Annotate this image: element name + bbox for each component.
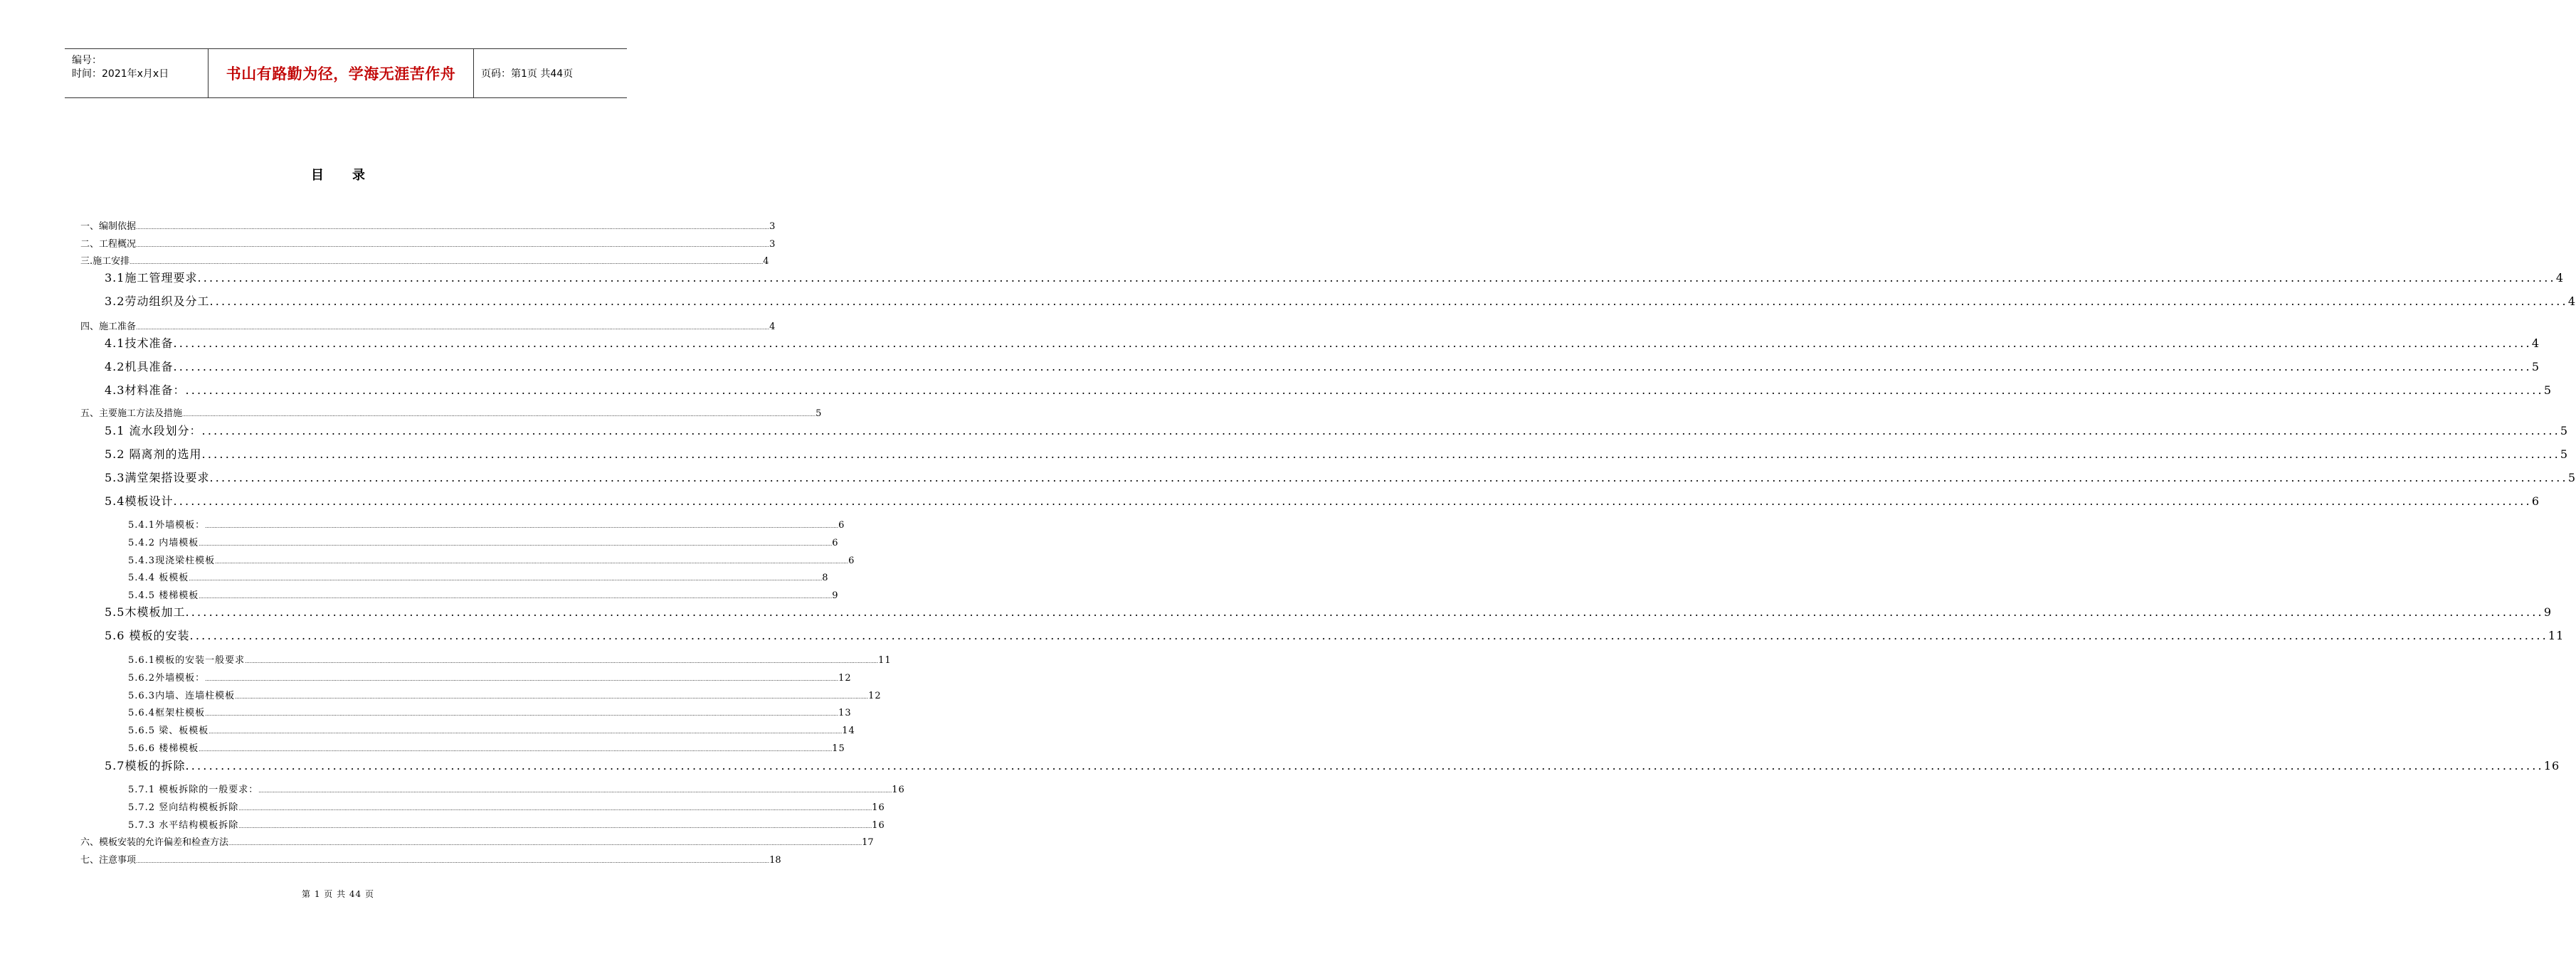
toc-dot-leader: ................................................................................................................................................................................................................................................................................................................................................................................................................	[173, 336, 2532, 350]
toc-entry-page: 16	[872, 802, 885, 813]
toc-entry-page: 3	[769, 221, 776, 232]
toc-dot-leader: ................................................................................................................................................................................................................................................................................................................................................................................................................	[205, 676, 839, 682]
toc-entry[interactable]	[128, 517, 845, 531]
toc-entry-page: 16	[2543, 759, 2560, 772]
toc-entry-title: 5.6.3内墙、连墙柱模板	[128, 691, 236, 701]
toc-dot-leader: ................................................................................................................................................................................................................................................................................................................................................................................................................	[173, 494, 2532, 508]
toc-entry-title: 三.施工安排	[80, 256, 130, 267]
toc-entry-page: 5	[2531, 360, 2540, 373]
toc-entry[interactable]	[128, 670, 852, 684]
toc-entry-page: 5	[2560, 424, 2569, 437]
toc-entry-page: 6	[2531, 494, 2540, 508]
toc-dot-leader: ................................................................................................................................................................................................................................................................................................................................................................................................................	[173, 360, 2532, 373]
toc-entry-title: 5.5木模板加工	[105, 605, 186, 619]
toc-entry-page: 16	[892, 785, 905, 795]
toc-dot-leader: ................................................................................................................................................................................................................................................................................................................................................................................................................	[238, 824, 872, 829]
toc-entry-title: 七、注意事项	[80, 855, 137, 866]
toc-dot-leader: ................................................................................................................................................................................................................................................................................................................................................................................................................	[185, 759, 2544, 772]
toc-entry-title: 5.7.1 模板拆除的一般要求：	[128, 785, 259, 795]
toc-entry[interactable]	[105, 469, 2576, 485]
toc-entry-title: 4.3材料准备：	[105, 383, 186, 397]
toc-entry-page: 3	[769, 239, 776, 250]
toc-entry-title: 5.6.1模板的安装一般要求	[128, 655, 246, 666]
toc-entry[interactable]	[80, 319, 776, 332]
toc-entry-title: 5.2 隔离剂的选用	[105, 447, 202, 461]
toc-entry-page: 9	[2543, 605, 2553, 619]
toc-entry-title: 5.7.2 竖向结构模板拆除	[128, 802, 239, 813]
toc-dot-leader: ................................................................................................................................................................................................................................................................................................................................................................................................................	[228, 841, 862, 846]
header-page-cell	[474, 49, 627, 97]
toc-entry-page: 12	[868, 691, 882, 701]
toc-dot-leader: ................................................................................................................................................................................................................................................................................................................................................................................................................	[130, 260, 764, 265]
toc-entry-title: 5.6.5 梁、板模板	[128, 726, 209, 736]
toc-dot-leader: ................................................................................................................................................................................................................................................................................................................................................................................................................	[199, 594, 833, 600]
toc-entry[interactable]	[128, 723, 855, 736]
toc-dot-leader: ................................................................................................................................................................................................................................................................................................................................................................................................................	[205, 711, 839, 717]
toc-dot-leader: ................................................................................................................................................................................................................................................................................................................................................................................................................	[136, 225, 770, 230]
toc-entry-page: 4	[2531, 336, 2540, 350]
toc-entry[interactable]	[105, 381, 2553, 398]
toc-entry-title: 4.1技术准备	[105, 336, 174, 350]
toc-entry-page: 6	[848, 556, 855, 566]
toc-entry-page: 15	[832, 743, 845, 754]
toc-dot-leader: ................................................................................................................................................................................................................................................................................................................................................................................................................	[208, 729, 843, 735]
toc-entry[interactable]	[128, 652, 892, 666]
toc-entry-title: 5.4.2 内墙模板	[128, 538, 199, 548]
toc-entry-title: 5.4.1外墙模板：	[128, 520, 206, 531]
toc-entry-page: 4	[2555, 271, 2565, 285]
toc-entry[interactable]	[105, 334, 2540, 351]
toc-dot-leader: ................................................................................................................................................................................................................................................................................................................................................................................................................	[258, 788, 892, 794]
document-time-label: 时间：2021年x月x日	[72, 68, 169, 80]
toc-dot-leader: ................................................................................................................................................................................................................................................................................................................................................................................................................	[136, 325, 770, 331]
toc-dot-leader: ................................................................................................................................................................................................................................................................................................................................................................................................................	[136, 859, 770, 864]
toc-entry[interactable]	[80, 852, 781, 866]
toc-dot-leader: ................................................................................................................................................................................................................................................................................................................................................................................................................	[197, 271, 2556, 285]
toc-entry[interactable]	[128, 570, 829, 583]
header-page-label: 页码：第1页 共44页	[481, 68, 574, 80]
page-header	[65, 48, 627, 98]
toc-entry[interactable]	[128, 553, 855, 566]
toc-entry-page: 9	[832, 590, 839, 601]
toc-entry-page: 6	[838, 520, 845, 531]
toc-entry-page: 14	[842, 726, 855, 736]
toc-entry-title: 5.7.3 水平结构模板拆除	[128, 820, 239, 831]
toc-entry[interactable]	[128, 588, 839, 601]
toc-entry-title: 五、主要施工方法及措施	[80, 408, 183, 419]
toc-entry-title: 5.6 模板的安装	[105, 629, 190, 642]
toc-dot-leader: ................................................................................................................................................................................................................................................................................................................................................................................................................	[205, 524, 839, 529]
toc-entry-page: 5	[2543, 383, 2553, 397]
toc-entry[interactable]	[128, 782, 905, 795]
toc-entry[interactable]	[80, 236, 776, 250]
toc-entry-title: 3.2劳动组织及分工	[105, 294, 210, 308]
toc-entry[interactable]	[128, 800, 885, 813]
toc-dot-leader: ................................................................................................................................................................................................................................................................................................................................................................................................................	[199, 541, 833, 547]
toc-dot-leader: ................................................................................................................................................................................................................................................................................................................................................................................................................	[189, 629, 2548, 642]
toc-entry-title: 5.6.6 楼梯模板	[128, 743, 199, 754]
toc-entry-title: 5.6.2外墙模板：	[128, 673, 206, 684]
page-footer: 第 1 页 共 44 页	[302, 889, 374, 899]
toc-dot-leader: ................................................................................................................................................................................................................................................................................................................................................................................................................	[209, 294, 2568, 308]
toc-entry-title: 3.1施工管理要求	[105, 271, 198, 285]
toc-entry[interactable]	[128, 535, 839, 548]
toc-entry[interactable]	[105, 422, 2569, 438]
toc-entry-title: 4.2机具准备	[105, 360, 174, 373]
toc-entry[interactable]	[105, 757, 2560, 773]
header-motto: 书山有路勤为径，学海无涯苦作舟	[226, 65, 456, 83]
toc-entry-title: 5.7模板的拆除	[105, 759, 186, 772]
toc-dot-leader: ................................................................................................................................................................................................................................................................................................................................................................................................................	[136, 243, 770, 248]
toc-dot-leader: ................................................................................................................................................................................................................................................................................................................................................................................................................	[209, 471, 2568, 484]
page-title: 目录	[311, 168, 394, 183]
toc-entry-page: 13	[838, 708, 852, 718]
toc-entry-title: 二、工程概况	[80, 239, 137, 250]
toc-dot-leader: ................................................................................................................................................................................................................................................................................................................................................................................................................	[189, 576, 823, 582]
toc-entry-title: 六、模板安装的允许偏差和检查方法	[80, 837, 229, 848]
toc-entry[interactable]	[105, 603, 2553, 620]
toc-entry-page: 4	[763, 256, 769, 267]
toc-entry[interactable]	[105, 358, 2540, 374]
toc-entry-title: 5.4模板设计	[105, 494, 174, 508]
toc-dot-leader: ................................................................................................................................................................................................................................................................................................................................................................................................................	[182, 412, 816, 418]
toc-entry[interactable]	[128, 817, 885, 831]
toc-entry-title: 5.4.4 板模板	[128, 573, 189, 583]
toc-entry-title: 四、施工准备	[80, 322, 137, 332]
toc-entry-page: 4	[2567, 294, 2576, 308]
toc-entry[interactable]	[80, 405, 822, 419]
header-motto-cell	[208, 49, 474, 97]
toc-entry-title: 5.3满堂架搭设要求	[105, 471, 210, 484]
toc-entry-page: 18	[769, 855, 781, 866]
toc-entry[interactable]	[80, 834, 874, 848]
toc-entry-page: 11	[878, 655, 892, 666]
document-number-label: 编号：	[72, 55, 102, 66]
toc-entry[interactable]	[128, 705, 852, 718]
toc-dot-leader: ................................................................................................................................................................................................................................................................................................................................................................................................................	[215, 559, 849, 565]
toc-entry[interactable]	[128, 740, 845, 754]
toc-dot-leader: ................................................................................................................................................................................................................................................................................................................................................................................................................	[245, 659, 879, 664]
toc-entry-page: 6	[832, 538, 839, 548]
toc-entry[interactable]	[80, 218, 776, 232]
toc-dot-leader: ................................................................................................................................................................................................................................................................................................................................................................................................................	[201, 424, 2560, 437]
toc-entry[interactable]	[105, 445, 2569, 462]
toc-entry-page: 5	[2567, 471, 2576, 484]
toc-entry[interactable]	[128, 688, 882, 701]
toc-entry[interactable]	[105, 492, 2540, 509]
toc-dot-leader: ................................................................................................................................................................................................................................................................................................................................................................................................................	[185, 383, 2544, 397]
toc-entry-page: 12	[838, 673, 852, 684]
toc-entry-title: 5.4.5 楼梯模板	[128, 590, 199, 601]
toc-entry-page: 5	[2560, 447, 2569, 461]
toc-entry-title: 一、编制依据	[80, 221, 137, 232]
toc-dot-leader: ................................................................................................................................................................................................................................................................................................................................................................................................................	[201, 447, 2560, 461]
toc-dot-leader: ................................................................................................................................................................................................................................................................................................................................................................................................................	[238, 806, 872, 812]
toc-entry-title: 5.1 流水段划分：	[105, 424, 202, 437]
header-info-cell	[65, 49, 208, 97]
toc-dot-leader: ................................................................................................................................................................................................................................................................................................................................................................................................................	[199, 747, 833, 753]
toc-entry-page: 4	[769, 322, 776, 332]
toc-dot-leader: ................................................................................................................................................................................................................................................................................................................................................................................................................	[185, 605, 2544, 619]
toc-entry[interactable]	[105, 627, 2565, 643]
toc-entry[interactable]	[105, 292, 2576, 309]
toc-entry-page: 11	[2548, 629, 2565, 642]
toc-entry-page: 17	[862, 837, 874, 848]
toc-entry-page: 16	[872, 820, 885, 831]
toc-entry-title: 5.6.4框架柱模板	[128, 708, 206, 718]
toc-entry[interactable]	[105, 269, 2565, 285]
toc-entry-page: 8	[822, 573, 829, 583]
toc-entry-page: 5	[815, 408, 822, 419]
toc-entry[interactable]	[80, 253, 769, 267]
toc-entry-title: 5.4.3现浇梁柱模板	[128, 556, 216, 566]
toc-dot-leader: ................................................................................................................................................................................................................................................................................................................................................................................................................	[235, 694, 869, 700]
